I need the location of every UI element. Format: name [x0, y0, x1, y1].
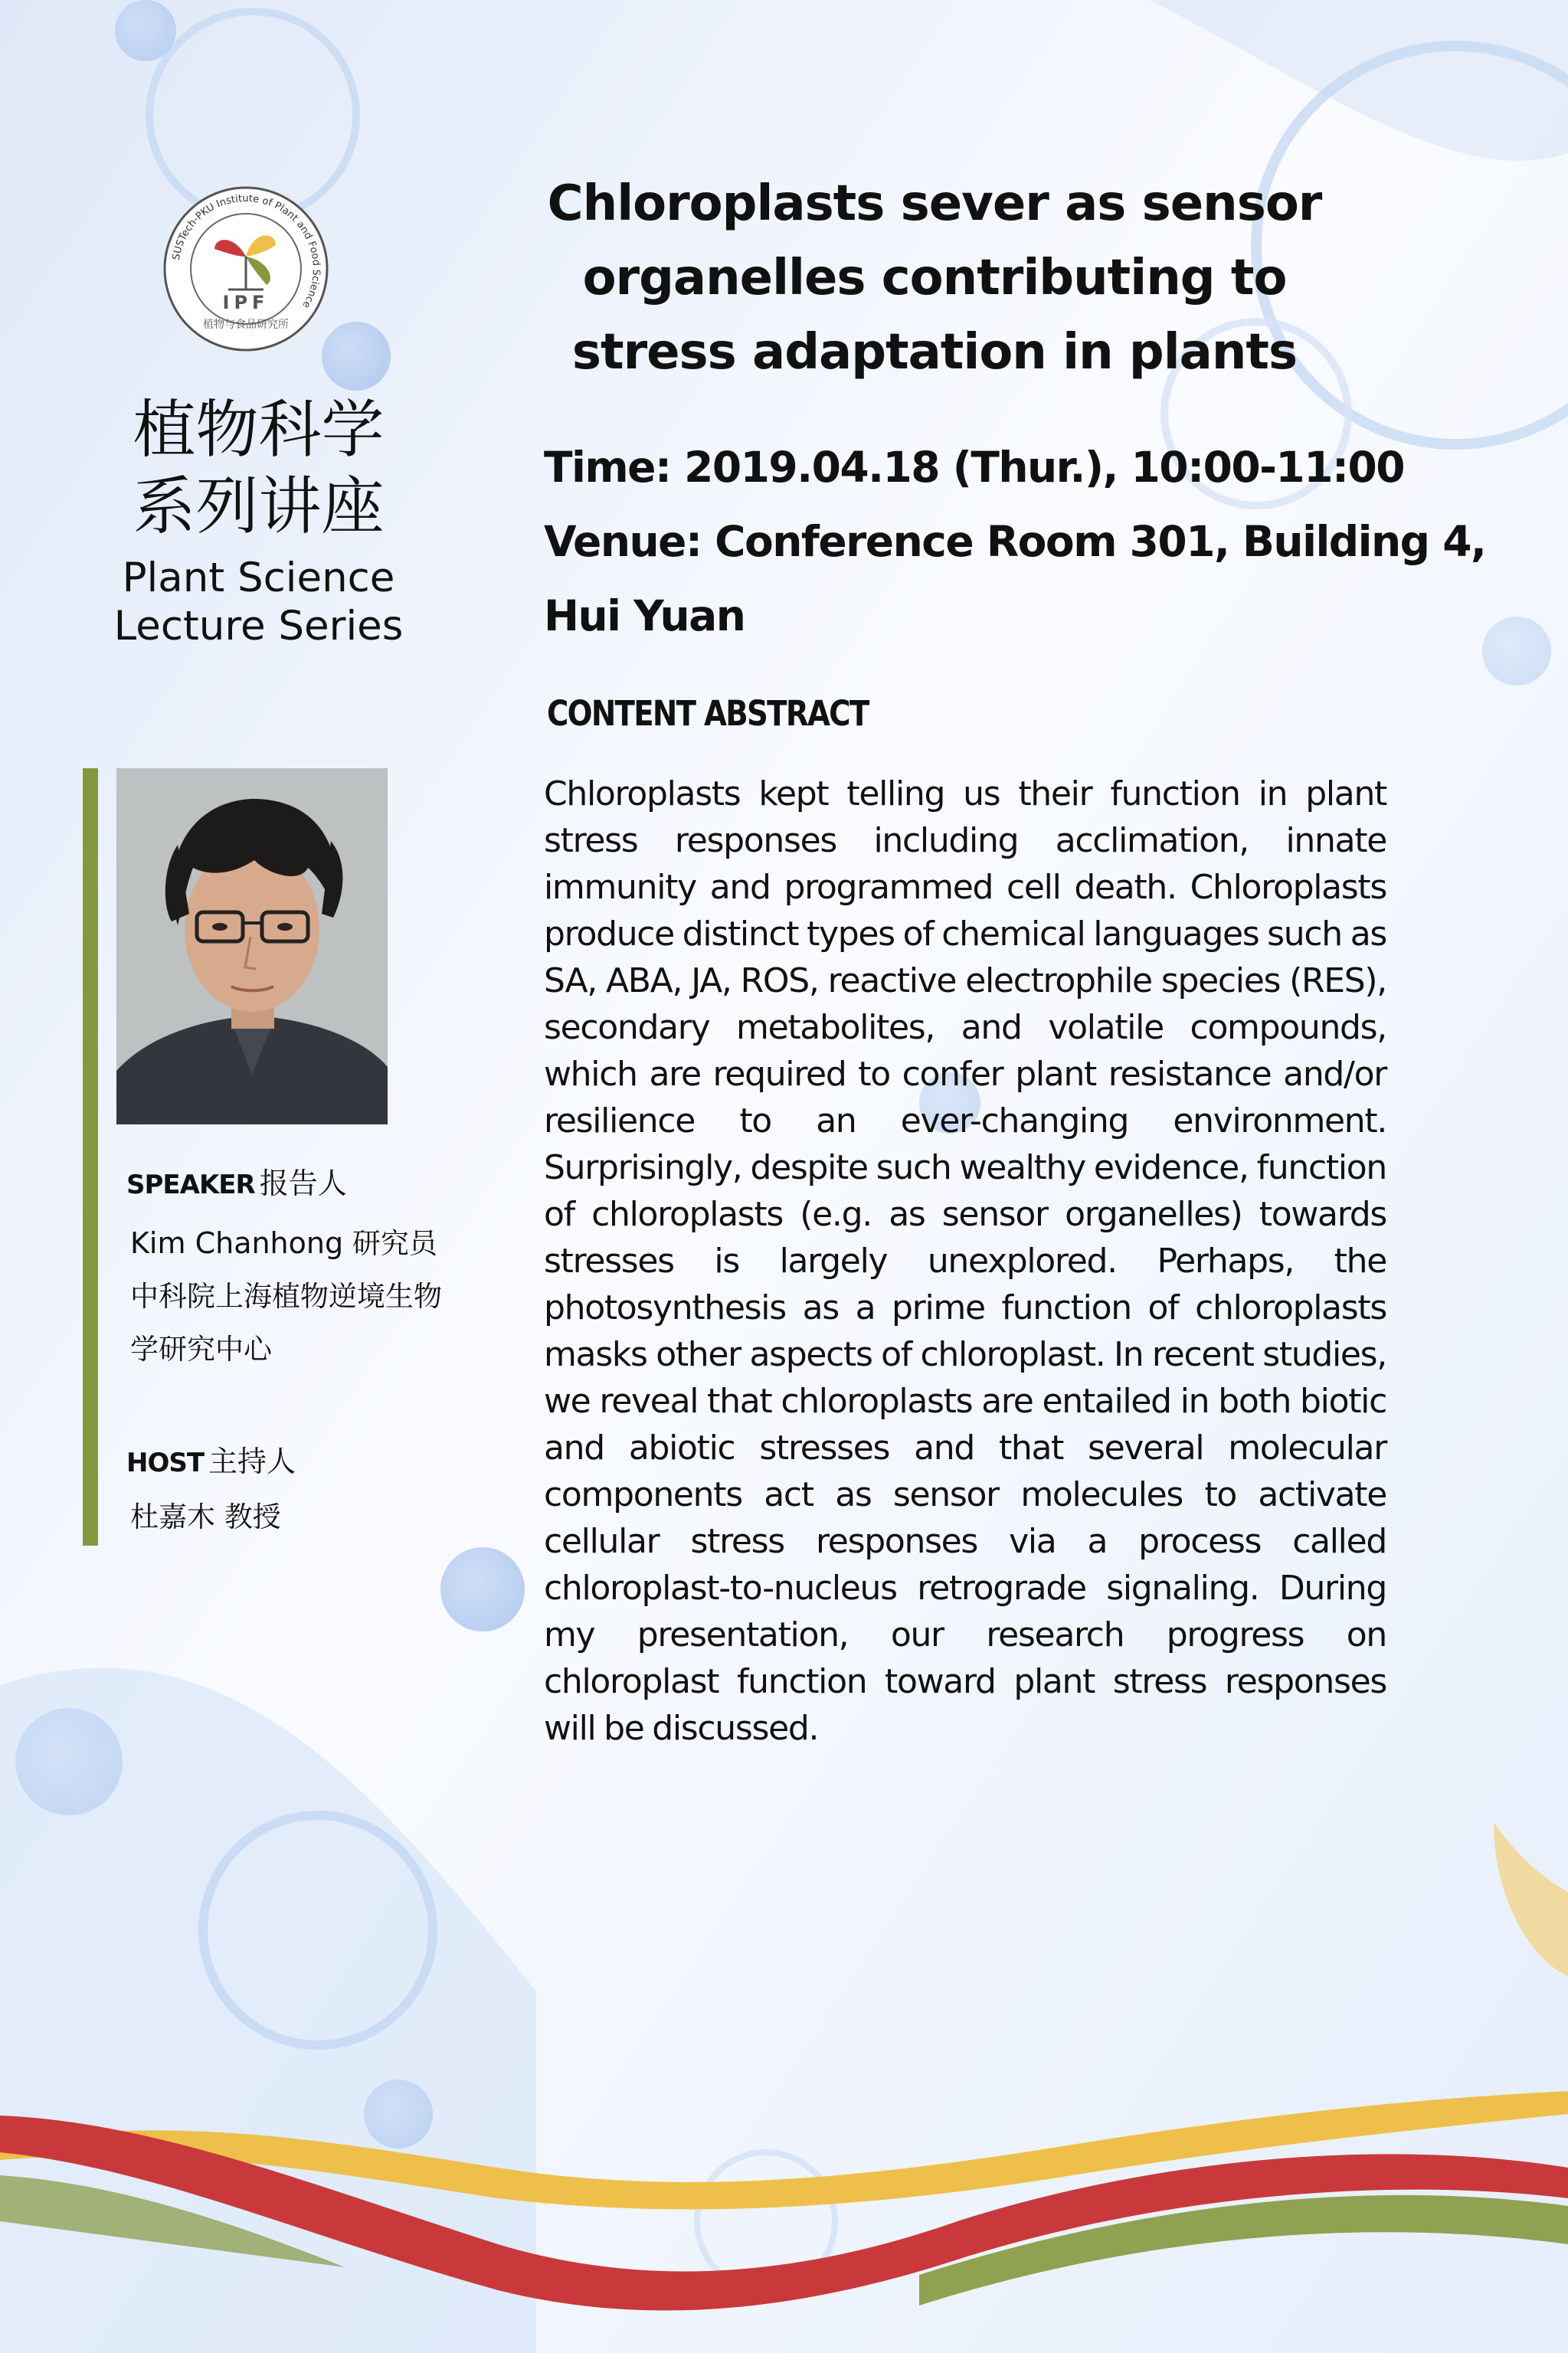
talk-title: [536, 167, 1333, 390]
talk-venue-line1: Venue: Conference Room 301, Building 4,: [544, 517, 1486, 566]
talk-time: Time: 2019.04.18 (Thur.), 10:00-11:00: [544, 443, 1404, 492]
host-label: HOST 主持人: [126, 1445, 296, 1478]
institute-logo: [161, 184, 331, 354]
talk-title-line3: stress adaptation in plants: [571, 324, 1298, 381]
speaker-affiliation-line1: 中科院上海植物逆境生物: [130, 1280, 442, 1313]
series-title-cn-line2: 系列讲座: [133, 470, 385, 543]
abstract-text: Chloroplasts kept telling us their function in plant stress responses including acclimation, innate immunity and programmed cell death. Chloroplasts produce distinct types of chemical languages such as SA, ABA, JA, ROS, reactive electrophile species (RES), secondary metabolites, and volatile compounds, which are required to confer plant resistance and/or resilience to an ever-changing environment. Surprisingly, despite such wealthy evidence, function of chloroplasts (e.g. as sensor organelles) towards stresses is largely unexplored. Perhaps, the photosynthesis as a prime function of chloroplasts masks other aspects of chloroplast. In recent studies, we reveal that chloroplasts are entailed in both biotic and abiotic stresses and that several molecular components act as sensor molecules to activate cellular stress responses via a process called chloroplast-to-nucleus retrograde signaling. During my presentation, our research progress on chloroplast function toward plant stress responses will be discussed.: [544, 774, 1386, 1748]
speaker-name: Kim Chanhong: [130, 1226, 344, 1260]
host-label-cn: 主持人: [208, 1445, 296, 1478]
svg-text:植物与食品研究所: 植物与食品研究所: [203, 319, 289, 331]
host-name: 杜嘉木 教授: [130, 1500, 281, 1533]
speaker-label: SPEAKER 报告人: [126, 1167, 347, 1200]
speaker-name-line: [130, 1220, 437, 1262]
talk-venue-line2: Hui Yuan: [544, 591, 745, 640]
series-title-en-line1: Plant Science: [122, 555, 395, 601]
speaker-title: 研究员: [352, 1227, 437, 1260]
sidebar-accent-bar: [83, 768, 98, 1546]
talk-title-line1: Chloroplasts sever as sensor: [547, 175, 1322, 232]
svg-text:IPF: IPF: [222, 292, 270, 313]
talk-title-line2: organelles contributing to: [582, 250, 1287, 306]
speaker-photo: [116, 768, 388, 1124]
series-title-cn-line1: 植物科学: [133, 394, 385, 466]
speaker-affiliation-line2: 学研究中心: [130, 1333, 272, 1366]
svg-text:SUSTech-PKU Institute of Plant: SUSTech-PKU Institute of Plant and Food Science: [170, 192, 322, 310]
series-title-en-line2: Lecture Series: [113, 603, 404, 650]
abstract-heading: CONTENT ABSTRACT: [547, 693, 869, 734]
speaker-label-cn: 报告人: [259, 1167, 347, 1200]
